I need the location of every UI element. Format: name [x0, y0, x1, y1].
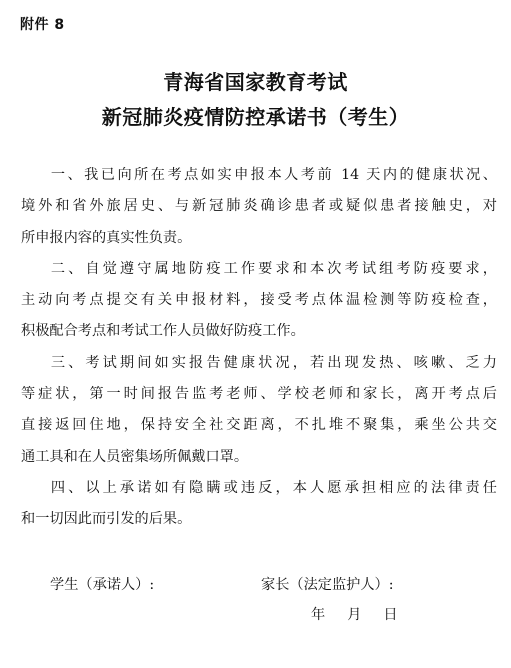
- document-title-line-1: 青海省国家教育考试: [163, 70, 348, 94]
- paragraph-line: 直接返回住地，保持安全社交距离，不扎堆不聚集，乘坐公共交: [21, 417, 497, 434]
- parent-signature-label: 家长（法定监护人）:: [261, 577, 394, 593]
- paragraph-line: 和一切因此而引发的后果。: [21, 511, 192, 528]
- paragraph-2: [21, 254, 497, 348]
- paragraph-line: 积极配合考点和考试工作人员做好防疫工作。: [21, 323, 305, 340]
- paragraph-line: 境外和省外旅居史、与新冠肺炎确诊患者或疑似患者接触史，对: [21, 198, 497, 215]
- signature-date: [311, 604, 398, 624]
- date-day-label: 日: [383, 607, 398, 623]
- paragraph-line: 所申报内容的真实性负责。: [21, 229, 192, 246]
- paragraph-line: 主动向考点提交有关申报材料，接受考点体温检测等防疫检查，: [21, 292, 497, 309]
- paragraph-line: 一、我已向所在考点如实申报本人考前 14 天内的健康状况、: [50, 167, 497, 183]
- attachment-label: 附件 8: [20, 17, 65, 33]
- paragraph-3: [21, 348, 497, 473]
- document-title-line-2: 新冠肺炎疫情防控承诺书（考生）: [101, 105, 410, 129]
- paragraph-1: [21, 160, 497, 254]
- document-body: [21, 160, 497, 536]
- paragraph-line: 等症状，第一时间报告监考老师、学校老师和家长，离开考点后: [21, 386, 497, 403]
- date-month-label: 月: [347, 607, 362, 623]
- paragraph-line: 三、考试期间如实报告健康状况，若出现发热、咳嗽、乏力: [50, 354, 497, 371]
- paragraph-line: 四、以上承诺如有隐瞒或违反，本人愿承担相应的法律责任: [50, 479, 497, 496]
- student-signature-label: 学生（承诺人）:: [50, 577, 155, 593]
- paragraph-line: 二、自觉遵守属地防疫工作要求和本次考试组考防疫要求，: [50, 260, 497, 277]
- paragraph-line: 通工具和在人员密集场所佩戴口罩。: [21, 448, 249, 465]
- date-year-label: 年: [311, 607, 326, 623]
- paragraph-4: [21, 473, 497, 536]
